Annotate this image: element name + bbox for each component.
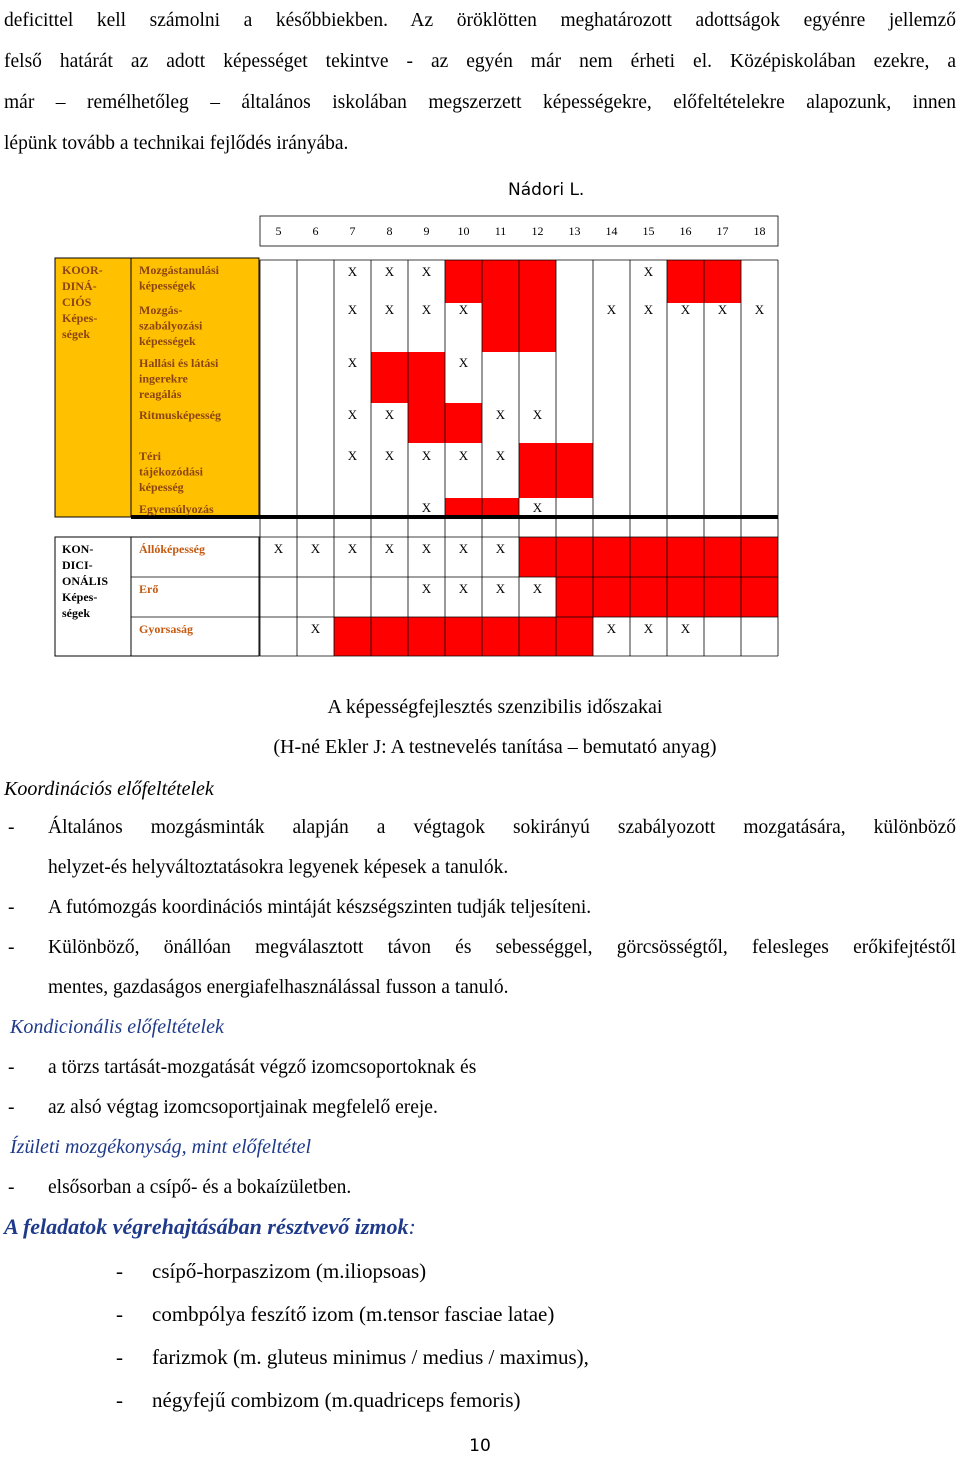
intro-line: felső határát az adott képességet tekintve - az egyén már nem érheti el. Középiskolában ezekre, a	[4, 51, 956, 72]
x-mark: X	[273, 541, 284, 556]
muscle-text: combpólya feszítő izom (m.tensor fasciae latae)	[152, 1302, 555, 1326]
bullet-item	[8, 928, 956, 1008]
x-mark: X	[347, 302, 358, 317]
heading-feladatok	[4, 1214, 416, 1240]
red-cell	[482, 498, 519, 517]
age-header-label: 12	[531, 224, 544, 238]
x-mark: X	[310, 621, 321, 636]
bullet-item	[8, 1048, 956, 1088]
red-cell	[482, 617, 519, 656]
muscle-text: farizmok (m. gluteus minimus / medius / maximus),	[152, 1345, 589, 1369]
age-header-label: 18	[753, 224, 766, 238]
age-header-label: 16	[679, 224, 692, 238]
bullet-item	[8, 1168, 956, 1208]
row-label	[139, 582, 158, 596]
red-cell	[519, 443, 556, 498]
age-header-label: 11	[494, 224, 507, 238]
x-mark: X	[347, 407, 358, 422]
age-header-label: 10	[457, 224, 470, 238]
x-mark: X	[458, 302, 469, 317]
red-cell	[334, 617, 371, 656]
red-cell	[741, 537, 778, 577]
red-cell	[593, 537, 630, 577]
red-cell	[408, 352, 445, 403]
x-mark: X	[495, 448, 506, 463]
x-mark: X	[458, 581, 469, 596]
bullet-text-continued: mentes, gazdaságos energiafelhasználással fusson a tanuló.	[48, 977, 509, 998]
bullet-text: elsősorban a csípő- és a bokaízületben.	[48, 1177, 352, 1198]
x-mark: X	[384, 302, 395, 317]
x-mark: X	[347, 264, 358, 279]
group-label-kondicionalis-line: DICI-	[62, 558, 93, 572]
row-label-line: Hallási és látási	[139, 356, 219, 370]
bullet-item	[8, 808, 956, 888]
page-number: 10	[469, 1436, 491, 1456]
group-label-kondicionalis-line: KON-	[62, 542, 94, 556]
red-cell	[482, 303, 519, 352]
x-mark: X	[717, 302, 728, 317]
bullet-dash: -	[8, 817, 15, 838]
red-cell	[371, 352, 408, 403]
row-label	[139, 502, 214, 516]
row-label	[139, 542, 205, 556]
red-cell	[408, 617, 445, 656]
bullet-dash: -	[116, 1345, 123, 1369]
x-mark: X	[421, 448, 432, 463]
sensitive-periods-table	[0, 212, 960, 667]
red-cell	[704, 260, 741, 303]
age-header-label: 8	[386, 224, 393, 238]
x-mark: X	[532, 581, 543, 596]
row-label-line: képességek	[139, 278, 196, 293]
row-label-line: reagálás	[139, 387, 182, 401]
red-cell	[371, 617, 408, 656]
x-mark: X	[680, 621, 691, 636]
bullet-dash: -	[8, 1177, 15, 1198]
x-mark: X	[532, 407, 543, 422]
bullet-dash: -	[116, 1388, 123, 1412]
row-label-line: Erő	[139, 582, 159, 596]
x-mark: X	[680, 302, 691, 317]
bullet-dash: -	[8, 897, 15, 918]
x-mark: X	[421, 581, 432, 596]
red-cell	[556, 443, 593, 498]
row-label-line: Mozgástanulási	[139, 263, 220, 277]
row-label-line: ingerekre	[139, 371, 188, 386]
red-cell	[667, 260, 704, 303]
x-mark: X	[458, 541, 469, 556]
x-mark: X	[384, 448, 395, 463]
x-mark: X	[643, 621, 654, 636]
x-mark: X	[458, 448, 469, 463]
red-cell	[667, 577, 704, 617]
x-mark: X	[495, 581, 506, 596]
row-label-line: szabályozási	[139, 318, 203, 333]
red-cell	[519, 303, 556, 352]
heading-izuleti: Ízületi mozgékonyság, mint előfeltétel	[10, 1136, 312, 1158]
red-cell	[556, 577, 593, 617]
age-header-label: 9	[423, 224, 430, 238]
row-label	[139, 622, 193, 636]
row-label-line: tájékozódási	[139, 464, 203, 479]
red-cell	[445, 498, 482, 517]
x-mark: X	[347, 355, 358, 370]
caption-source: (H-né Ekler J: A testnevelés tanítása – bemutató anyag)	[273, 736, 717, 758]
age-header-label: 7	[349, 224, 356, 238]
x-mark: X	[643, 302, 654, 317]
bullet-text: a törzs tartását-mozgatását végző izomcsoportoknak és	[48, 1057, 477, 1078]
row-label-line: Mozgás-	[139, 303, 183, 317]
group-label-koordinacios-line: CIÓS	[62, 295, 92, 309]
header-box	[260, 216, 778, 246]
bullet-text: Általános mozgásminták alapján a végtagok sokirányú szabályozott mozgatására, különböző	[48, 817, 956, 838]
bullet-item	[8, 1088, 956, 1128]
x-mark: X	[532, 500, 543, 515]
bullet-dash: -	[116, 1302, 123, 1326]
bullet-text: Különböző, önállóan megválasztott távon és sebességgel, görcsösségtől, felesleges erőkifejtéstől	[48, 937, 956, 958]
bullet-text-continued: helyzet-és helyváltoztatásokra legyenek képesek a tanulók.	[48, 857, 509, 878]
group-label-kondicionalis-line: ONÁLIS	[62, 574, 109, 588]
intro-paragraph	[4, 0, 956, 164]
x-mark: X	[606, 302, 617, 317]
age-header-label: 15	[642, 224, 655, 238]
age-header-label: 17	[716, 224, 729, 238]
x-mark: X	[347, 448, 358, 463]
red-cell	[445, 403, 482, 443]
red-cell	[593, 577, 630, 617]
age-header-label: 13	[568, 224, 581, 238]
x-mark: X	[754, 302, 765, 317]
group-label-koordinacios-line: KOOR-	[62, 263, 103, 277]
x-mark: X	[347, 541, 358, 556]
red-cell	[519, 260, 556, 303]
red-cell	[556, 537, 593, 577]
bullet-dash: -	[8, 937, 15, 958]
caption-title: A képességfejlesztés szenzibilis időszakai	[327, 696, 663, 718]
red-cell	[482, 260, 519, 303]
x-mark: X	[384, 264, 395, 279]
red-cell	[519, 617, 556, 656]
red-cell	[445, 617, 482, 656]
muscle-text: négyfejű combizom (m.quadriceps femoris)	[152, 1388, 521, 1412]
x-mark: X	[384, 407, 395, 422]
group-label-kondicionalis-line: ségek	[62, 606, 90, 620]
red-cell	[519, 537, 556, 577]
red-cell	[667, 537, 704, 577]
red-cell	[445, 260, 482, 303]
age-header-label: 5	[275, 224, 282, 238]
x-mark: X	[421, 541, 432, 556]
intro-line: lépünk tovább a technikai fejlődés irányába.	[4, 133, 349, 154]
bullet-dash: -	[8, 1097, 15, 1118]
x-mark: X	[421, 302, 432, 317]
row-label-line: Ritmusképesség	[139, 408, 222, 422]
red-cell	[630, 537, 667, 577]
sensitive-periods-svg	[0, 212, 960, 667]
age-header-label: 14	[605, 224, 618, 238]
x-mark: X	[495, 407, 506, 422]
x-mark: X	[495, 541, 506, 556]
red-cell	[556, 617, 593, 656]
x-mark: X	[606, 621, 617, 636]
bullet-text: az alsó végtag izomcsoportjainak megfelelő ereje.	[48, 1097, 438, 1118]
heading-feladatok-text: A feladatok végrehajtásában résztvevő izmok	[4, 1214, 409, 1239]
intro-line: deficittel kell számolni a későbbiekben. Az öröklötten meghatározott adottságok egyénre jellemző	[4, 10, 956, 31]
group-label-koordinacios-line: ségek	[62, 327, 90, 341]
red-cell	[408, 403, 445, 443]
heading-koordinacios: Koordinációs előfeltételek	[4, 778, 214, 800]
red-cell	[704, 537, 741, 577]
red-cell	[741, 577, 778, 617]
x-mark: X	[421, 264, 432, 279]
muscle-text: csípő-horpaszizom (m.iliopsoas)	[152, 1259, 427, 1283]
row-label-line: Egyensúlyozás	[139, 502, 214, 516]
red-cell	[630, 577, 667, 617]
x-mark: X	[384, 541, 395, 556]
group-label-kondicionalis-line: Képes-	[62, 590, 98, 604]
bullet-dash: -	[8, 1057, 15, 1078]
author-credit: Nádori L.	[508, 180, 585, 200]
x-mark: X	[310, 541, 321, 556]
group-label-koordinacios-line: DINÁ-	[62, 279, 97, 293]
row-label-line: Állóképesség	[139, 542, 205, 556]
row-label-line: Téri	[139, 449, 161, 463]
bullet-dash: -	[116, 1259, 123, 1283]
bullet-item	[8, 888, 956, 928]
group-label-koordinacios-line: Képes-	[62, 311, 98, 325]
row-label	[139, 408, 221, 422]
heading-colon: :	[408, 1214, 416, 1239]
x-mark: X	[421, 500, 432, 515]
row-label-line: Gyorsaság	[139, 622, 193, 636]
heading-kondicionalis: Kondicionális előfeltételek	[10, 1016, 224, 1038]
age-header-label: 6	[312, 224, 319, 238]
row-label-line: képességek	[139, 334, 196, 348]
row-label-line: képesség	[139, 480, 184, 494]
intro-line: már – remélhetőleg – általános iskolában megszerzett képességekre, előfeltételekre alapozunk, innen	[4, 92, 956, 113]
bullet-text: A futómozgás koordinációs mintáját készségszinten tudják teljesíteni.	[48, 897, 592, 918]
x-mark: X	[643, 264, 654, 279]
red-cell	[704, 577, 741, 617]
x-mark: X	[458, 355, 469, 370]
